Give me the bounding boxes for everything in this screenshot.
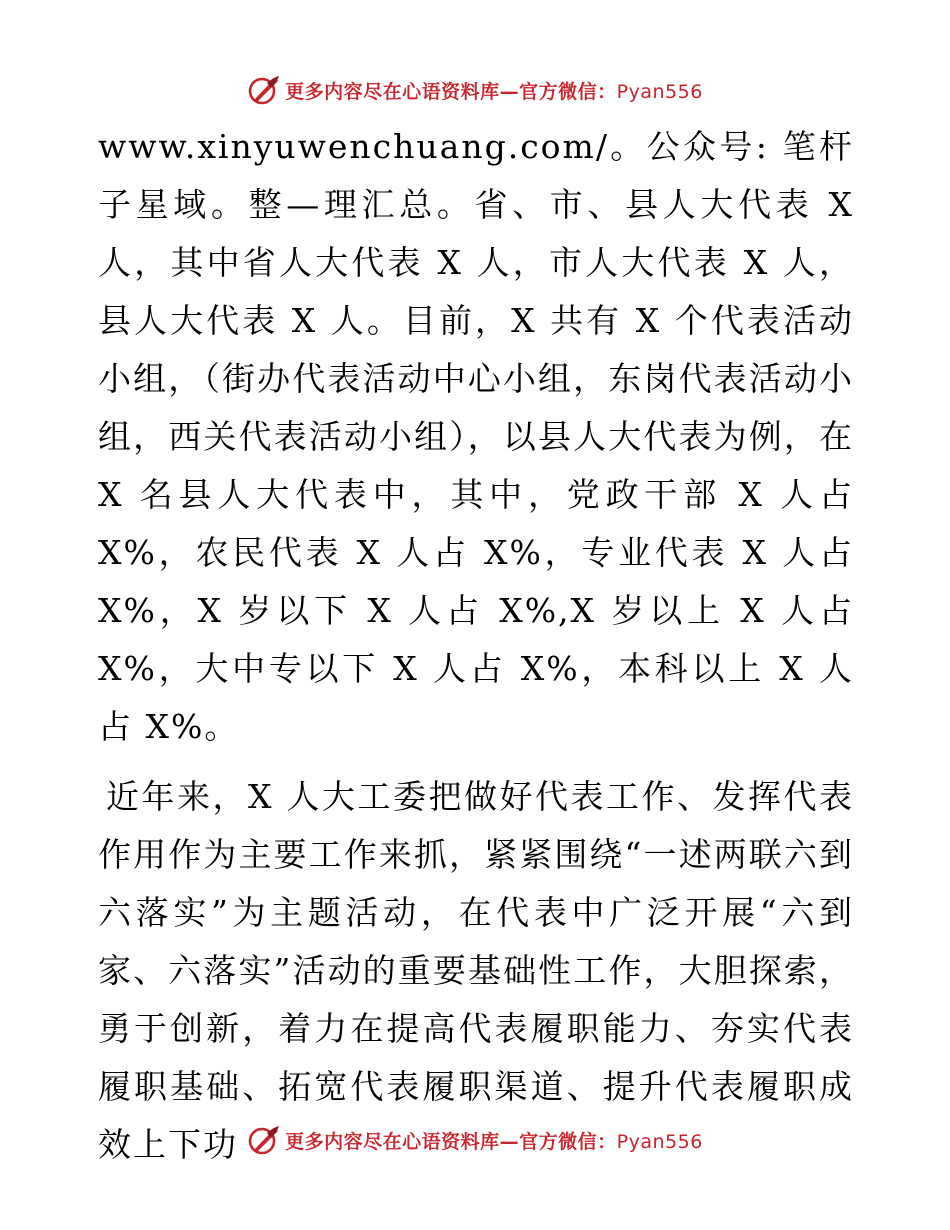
header-banner-text: 更多内容尽在心语资料库—官方微信：Pyan556 [285, 80, 703, 103]
footer-banner-text: 更多内容尽在心语资料库—官方微信：Pyan556 [285, 1130, 703, 1153]
document-body [98, 118, 854, 1174]
paragraph-1: www.xinyuwenchuang.com/。公众号: 笔杆子星域。整—理汇总。省、市、县人大代表 X 人，其中省人大代表 X 人，市人大代表 X 人，县人大代表 X 人。目前，X 共有 X 个代表活动小组，（街办代表活动中心小组，东岗代表活动小组，西关代表活动小组），以县人大代表为例，在 X 名县人大代表中，其中，党政干部 X 人占 X%，农民代表 X 人占 X%，专业代表 X 人占 X%，X 岁以下 X 人占 X%,X 岁以上 X 人占 X%，大中专以下 X 人占 X%，本科以上 X 人占 X%。 [98, 127, 854, 746]
quill-logo-icon [247, 73, 281, 107]
quill-logo-icon [247, 1123, 281, 1157]
footer-banner [0, 1120, 950, 1160]
paragraph-2: 近年来，X 人大工委把做好代表工作、发挥代表作用作为主要工作来抓，紧紧围绕“一述两联六到六落实”为主题活动，在代表中广泛开展“六到家、六落实”活动的重要基础性工作，大胆探索，勇于创新，着力在提高代表履职能力、夯实代表履职基础、拓宽代表履职渠道、提升代表履职成效上下功 [98, 777, 854, 1164]
header-banner [0, 70, 950, 110]
